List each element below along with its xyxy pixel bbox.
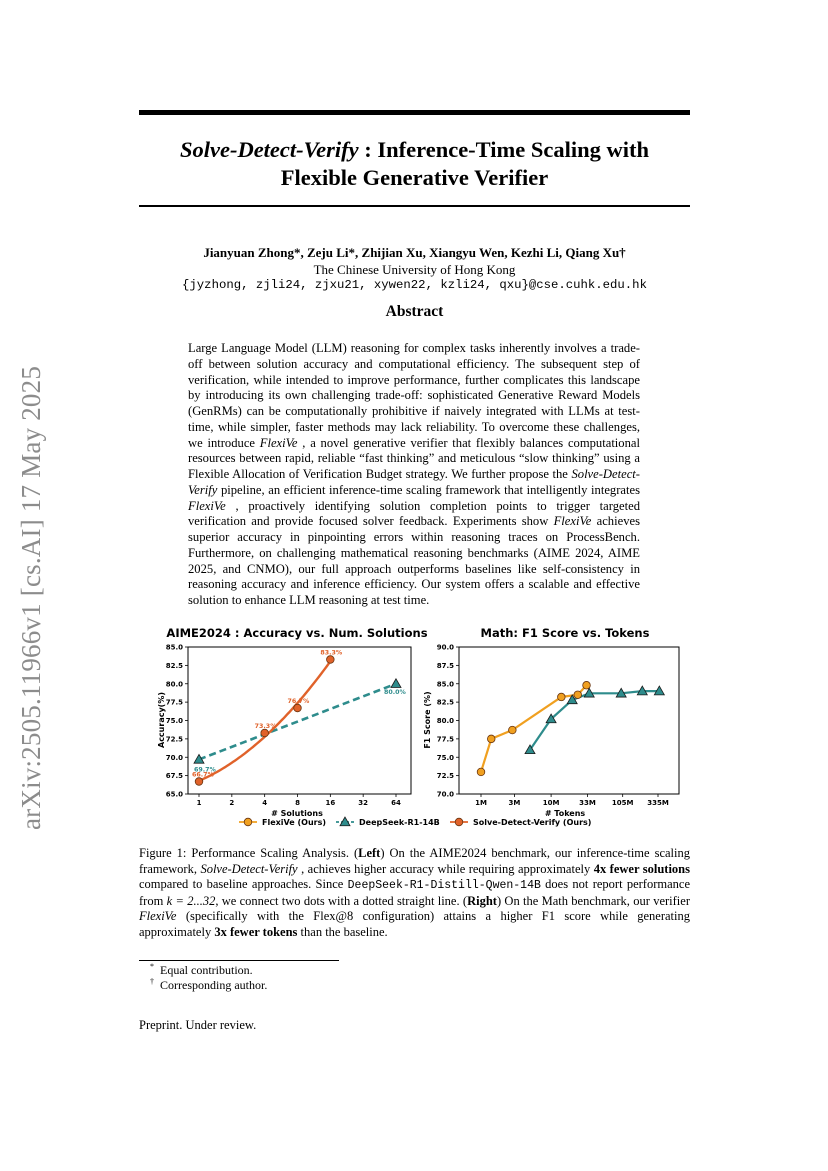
chart-left-deepseek-label: 69.7%	[194, 766, 216, 774]
chart-right-flexive-point	[509, 726, 517, 734]
chart-right-ytick-label: 80.0	[436, 717, 454, 725]
chart-left-ytick-label: 85.0	[165, 643, 183, 652]
chart-left-ylabel: Accuracy(%)	[157, 692, 166, 748]
chart-right-ytick-label: 87.5	[436, 661, 454, 670]
chart-right-xlabel: # Tokens	[544, 809, 586, 818]
chart-left-ytick-label: 82.5	[165, 661, 183, 670]
chart-right-ytick-label: 90.0	[436, 643, 454, 652]
chart-left-frame	[188, 647, 411, 794]
chart-left-sdv-point	[195, 778, 203, 786]
paper-title: Solve-Detect-Verify : Inference-Time Scaling with Flexible Generative Verifier	[179, 137, 650, 190]
preprint-note: Preprint. Under review.	[139, 1018, 257, 1032]
chart-right-xtick-label: 1M	[475, 799, 487, 807]
affiliation: The Chinese University of Hong Kong	[313, 262, 516, 277]
chart-right-xtick-label: 33M	[579, 799, 596, 807]
legend-swatch-marker	[244, 818, 252, 826]
footnote-rule	[139, 960, 339, 961]
chart-left-sdv-point	[327, 656, 335, 664]
chart-left-sdv-label: 73.3%	[254, 722, 277, 730]
author-emails: {jyzhong, zjli24, zjxu21, xywen22, kzli24, qxu}@cse.cuhk.edu.hk	[182, 278, 647, 292]
chart-left-yticks	[166, 644, 188, 799]
chart-right-ylabel: F1 Score (%)	[423, 691, 432, 749]
chart-right-ytick-label: 77.5	[436, 735, 454, 744]
chart-left-ytick-label: 67.5	[165, 772, 183, 781]
legend-label: DeepSeek-R1-14B	[359, 818, 440, 827]
chart-right-title: Math: F1 Score vs. Tokens	[480, 626, 650, 640]
chart-right-flexive-point	[487, 735, 495, 743]
chart-left-xtick-label: 1	[196, 799, 202, 807]
chart-left-sdv-point	[294, 704, 302, 712]
chart-left-ytick-label: 75.0	[165, 717, 183, 725]
chart-left-series-deepseek-line	[199, 684, 396, 760]
chart-right-ytick-label: 85.0	[436, 680, 454, 689]
abstract-body: Large Language Model (LLM) reasoning for complex tasks inherently involves a trade-off between solution accuracy and computational efficiency. The subsequent step of verification, while intended to improve performance, further complicates this landscape by introducing its own challenging trade-off: sophisticated Generative Reward Models (GenRMs) can be computationally prohibitive if naively integrated with LLMs at test-time, while simpler, faster methods may lack reliability. To overcome these challenges, we introduce FlexiVe , a novel generative verifier that flexibly balances computational resources between rapid, reliable “fast thinking” and meticulous “slow thinking” using a Flexible Allocation of Verification Budget strategy. We further propose the Solve-Detect-Verify pipeline, an efficient inference-time scaling framework that intelligently integrates FlexiVe , proactively identifying solution completion points to trigger targeted verification and provide focused solver feedback. Experiments show FlexiVe achieves superior accuracy in pinpointing errors within reasoning traces on ProcessBench. Furthermore, on challenging mathematical reasoning benchmarks (AIME 2024, AIME 2025, and CNMO), our full approach outperforms baselines like self-consistency in reasoning accuracy and inference efficiency. Our system offers a scalable and effective solution to enhance LLM reasoning at test time.	[188, 341, 640, 607]
chart-left-xtick-label: 16	[325, 799, 336, 807]
chart-right-frame	[459, 647, 679, 794]
chart-right-yticks	[437, 644, 459, 799]
chart-left-sdv-label: 83.3%	[320, 649, 343, 657]
chart-left-deepseek-label: 80.0%	[384, 688, 406, 696]
chart-right-series	[477, 681, 664, 775]
legend-label: FlexiVe (Ours)	[262, 818, 327, 827]
chart-left-ytick-label: 72.5	[165, 735, 183, 744]
chart-left-xtick-label: 4	[262, 799, 268, 807]
chart-left-xtick-label: 32	[358, 799, 369, 807]
footnote-2: † Corresponding author.	[150, 977, 268, 992]
chart-right-xtick-label: 105M	[611, 799, 634, 807]
chart-left-sdv-label: 66.7%	[192, 771, 214, 779]
chart-left-xtick-label: 2	[229, 799, 235, 807]
figure-legend	[239, 817, 591, 827]
chart-left-xlabel: # Solutions	[271, 809, 323, 818]
figure-caption: Figure 1: Performance Scaling Analysis. (Left) On the AIME2024 benchmark, our inference-time scaling framework, Solve-Detect-Verify , achieves higher accuracy while requiring approximately 4x fewer solutions compared to baseline approaches. Since DeepSeek-R1-Distill-Qwen-14B does not report performance from k = 2...32, we connect two dots with a dotted straight line. (Right) On the Math benchmark, our verifier FlexiVe (specifically with the Flex@8 configuration) attains a higher F1 score while generating approximately 3x fewer tokens than the baseline.	[139, 846, 691, 939]
chart-left-title: AIME2024 : Accuracy vs. Num. Solutions	[166, 626, 428, 640]
chart-right-xticks	[475, 794, 669, 807]
chart-right-flexive-point	[574, 691, 582, 699]
chart-right-xtick-label: 10M	[542, 799, 560, 807]
chart-left-xtick-label: 64	[391, 799, 401, 807]
chart-right-ytick-label: 82.5	[436, 698, 454, 707]
chart-right-flexive-point	[558, 693, 566, 701]
chart-left-series	[192, 649, 407, 785]
chart-left-sdv-label: 76.7%	[287, 698, 310, 706]
chart-left-ytick-label: 65.0	[165, 790, 183, 799]
chart-left-ytick-label: 77.5	[165, 698, 183, 707]
chart-left-ytick-label: 80.0	[165, 680, 183, 689]
abstract-heading: Abstract	[385, 303, 444, 320]
footnote-1: * Equal contribution.	[150, 962, 253, 977]
chart-left-sdv-point	[261, 729, 269, 737]
author-list: Jianyuan Zhong*, Zeju Li*, Zhijian Xu, Xiangyu Wen, Kezhi Li, Qiang Xu†	[203, 245, 626, 260]
chart-right-xtick-label: 335M	[647, 799, 669, 807]
chart-right-xtick-label: 3M	[508, 799, 521, 807]
chart-right-ytick-label: 70.0	[436, 790, 454, 799]
chart-left-xticks	[197, 794, 401, 807]
legend-swatch-marker	[455, 818, 463, 826]
chart-left-deepseek-point	[391, 679, 401, 688]
legend-label: Solve-Detect-Verify (Ours)	[473, 818, 592, 827]
chart-right-flexive-point	[477, 768, 485, 776]
chart-left-xtick-label: 8	[295, 799, 300, 807]
chart-right-ytick-label: 75.0	[436, 753, 454, 762]
chart-right-ytick-label: 72.5	[436, 772, 454, 781]
chart-left-ytick-label: 70.0	[165, 753, 183, 762]
